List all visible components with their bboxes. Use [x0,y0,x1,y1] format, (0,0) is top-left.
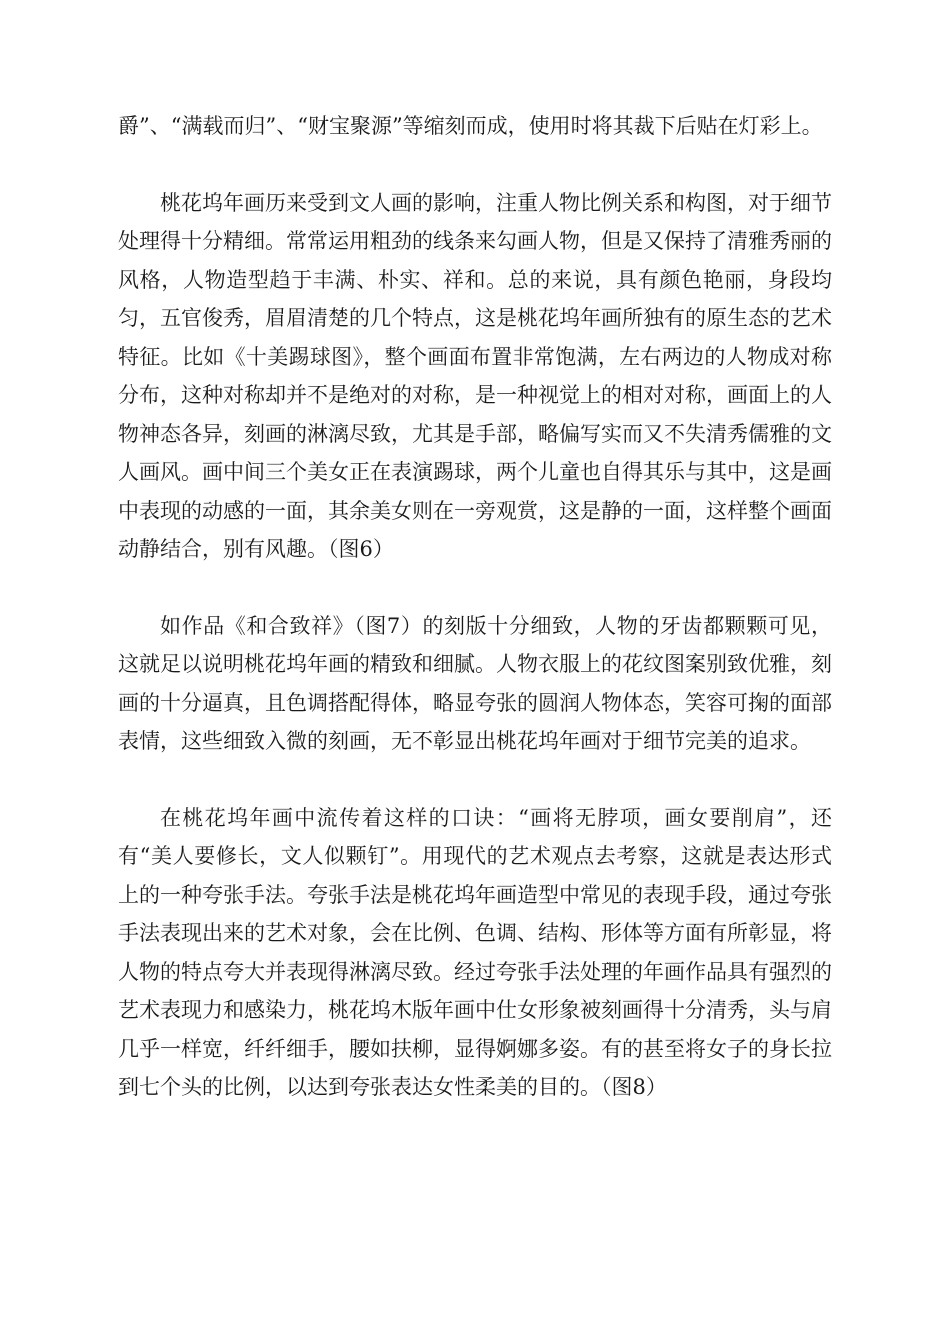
paragraph-1: 爵”、“满载而归”、“财宝聚源”等缩刻而成，使用时将其裁下后贴在灯彩上。 [118,114,823,138]
paragraph-4: 在桃花坞年画中流传着这样的口诀：“画将无脖项，画女要削肩”，还有“美人要修长，文人似颗钉”。用现代的艺术观点去考察，这就是表达形式上的一种夸张手法。夸张手法是桃花坞年画造型中常见的表现手段，通过夸张手法表现出来的艺术对象，会在比例、色调、结构、形体等方面有所彰显，将人物的特点夸大并表现得淋漓尽致。经过夸张手法处理的年画作品具有强烈的艺术表现力和感染力，桃花坞木版年画中仕女形象被刻画得十分清秀，头与肩几乎一样宽，纤纤细手，腰如扶柳，显得婀娜多姿。有的甚至将女子的身长拉到七个头的比例，以达到夸张表达女性柔美的目的。（图8） [118,805,832,1099]
body-text [118,107,832,1107]
paragraph-2: 桃花坞年画历来受到文人画的影响，注重人物比例关系和构图，对于细节处理得十分精细。常常运用粗劲的线条来勾画人物，但是又保持了清雅秀丽的风格，人物造型趋于丰满、朴实、祥和。总的来说，具有颜色艳丽，身段均匀，五官俊秀，眉眉清楚的几个特点，这是桃花坞年画所独有的原生态的艺术特征。比如《十美踢球图》，整个画面布置非常饱满，左右两边的人物成对称分布，这种对称却并不是绝对的对称，是一种视觉上的相对对称，画面上的人物神态各异，刻画的淋漓尽致，尤其是手部，略偏写实而又不失清秀儒雅的文人画风。画中间三个美女正在表演踢球，两个儿童也自得其乐与其中，这是画中表现的动感的一面，其余美女则在一旁观赏，这是静的一面，这样整个画面动静结合，别有风趣。（图6） [118,190,832,561]
paragraph-3: 如作品《和合致祥》（图7）的刻版十分细致，人物的牙齿都颗颗可见，这就足以说明桃花坞年画的精致和细腻。人物衣服上的花纹图案别致优雅，刻画的十分逼真，且色调搭配得体，略显夸张的圆润人物体态，笑容可掬的面部表情，这些细致入微的刻画，无不彰显出桃花坞年画对于细节完美的追求。 [118,613,832,753]
